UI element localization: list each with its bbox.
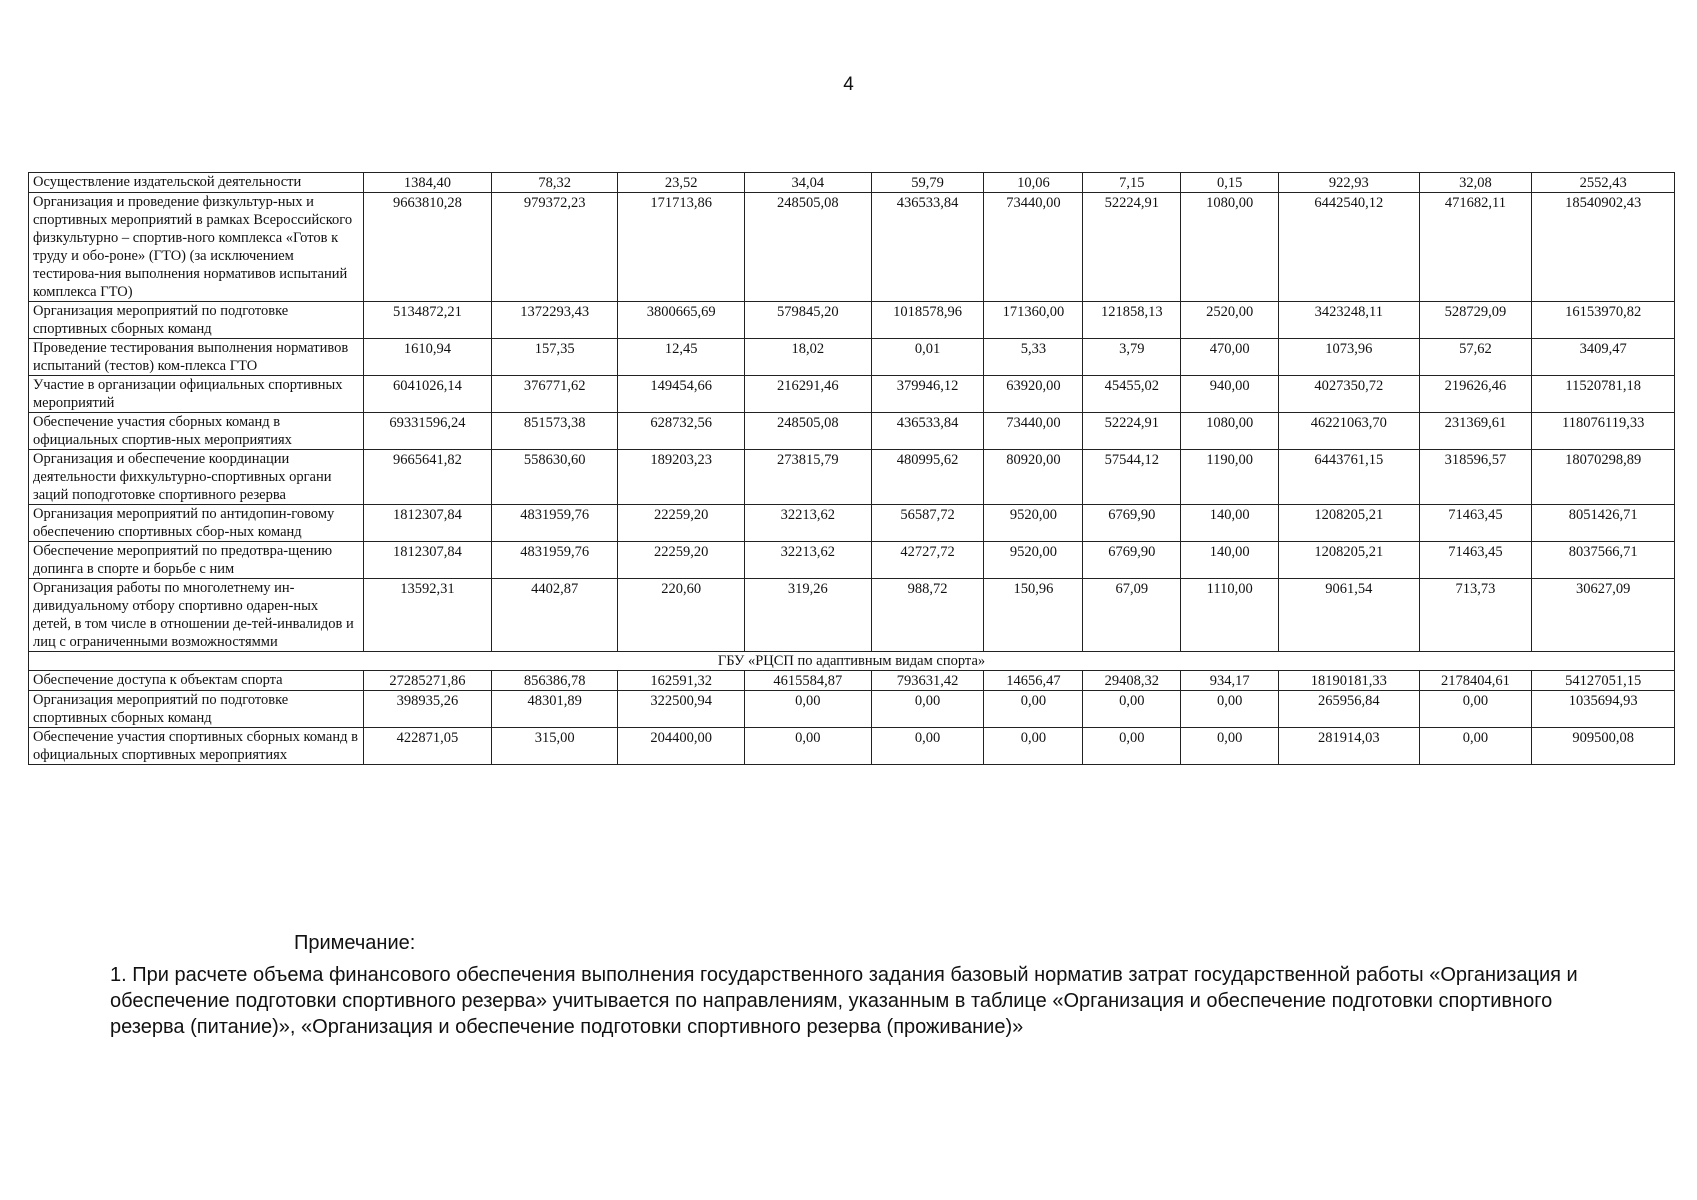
- table-cell: 1208205,21: [1279, 542, 1419, 579]
- table-cell: 9520,00: [984, 505, 1083, 542]
- table-cell: 628732,56: [618, 413, 745, 450]
- table-cell: 78,32: [491, 173, 618, 193]
- table-cell: 14656,47: [984, 671, 1083, 691]
- table-cell: 934,17: [1181, 671, 1279, 691]
- table-cell: 57,62: [1419, 339, 1532, 376]
- table-cell: 851573,38: [491, 413, 618, 450]
- table-cell: 988,72: [871, 579, 984, 652]
- table-cell: 0,00: [1181, 728, 1279, 765]
- table-cell: 436533,84: [871, 193, 984, 302]
- table-cell: 4027350,72: [1279, 376, 1419, 413]
- table-cell: 1080,00: [1181, 413, 1279, 450]
- table-cell: 2178404,61: [1419, 671, 1532, 691]
- table-cell: 27285271,86: [364, 671, 492, 691]
- table-cell: 0,01: [871, 339, 984, 376]
- table-cell: 10,06: [984, 173, 1083, 193]
- table-cell: 1110,00: [1181, 579, 1279, 652]
- table-cell: 4615584,87: [745, 671, 872, 691]
- table-cell: 73440,00: [984, 413, 1083, 450]
- table-cell: 140,00: [1181, 542, 1279, 579]
- note-title: Примечание:: [294, 932, 416, 954]
- table-cell: 1080,00: [1181, 193, 1279, 302]
- table-cell: 1384,40: [364, 173, 492, 193]
- table-cell: 2552,43: [1532, 173, 1675, 193]
- row-label: Организация мероприятий по антидопин-говому обеспечению спортивных сбор-ных команд: [29, 505, 364, 542]
- table-cell: 67,09: [1083, 579, 1181, 652]
- table-cell: 216291,46: [745, 376, 872, 413]
- note-text: 1. При расчете объема финансового обеспечения выполнения государственного задания базовый норматив затрат государственной работы «Организация и обеспечение подготовки спортивного резерва» учитывается по направлениям, указанным в таблице «Организация и обеспечение подготовки спортивного резерва (питание)», «Организация и обеспечение подготовки спортивного резерва (проживание)»: [110, 964, 1578, 1038]
- table-row: [29, 413, 1675, 450]
- table-cell: 42727,72: [871, 542, 984, 579]
- table-cell: 9520,00: [984, 542, 1083, 579]
- table-row: [29, 505, 1675, 542]
- row-label: Организация мероприятий по подготовке спортивных сборных команд: [29, 302, 364, 339]
- financing-table: [28, 172, 1675, 765]
- row-label: Осуществление издательской деятельности: [29, 173, 364, 193]
- table-cell: 71463,45: [1419, 505, 1532, 542]
- table-cell: 265956,84: [1279, 691, 1419, 728]
- table-row: [29, 193, 1675, 302]
- table-cell: 0,00: [1419, 728, 1532, 765]
- table-cell: 12,45: [618, 339, 745, 376]
- table-cell: 4402,87: [491, 579, 618, 652]
- table-cell: 922,93: [1279, 173, 1419, 193]
- table-cell: 3,79: [1083, 339, 1181, 376]
- table-cell: 436533,84: [871, 413, 984, 450]
- table-cell: 32213,62: [745, 542, 872, 579]
- table-cell: 3409,47: [1532, 339, 1675, 376]
- table-cell: 5134872,21: [364, 302, 492, 339]
- section-header-row: [29, 652, 1675, 671]
- table-cell: 793631,42: [871, 671, 984, 691]
- table-cell: 140,00: [1181, 505, 1279, 542]
- table-cell: 2520,00: [1181, 302, 1279, 339]
- table-row: [29, 302, 1675, 339]
- table-cell: 6041026,14: [364, 376, 492, 413]
- table-cell: 162591,32: [618, 671, 745, 691]
- table-cell: 71463,45: [1419, 542, 1532, 579]
- table-cell: 0,15: [1181, 173, 1279, 193]
- table-cell: 45455,02: [1083, 376, 1181, 413]
- table-cell: 73440,00: [984, 193, 1083, 302]
- table-cell: 0,00: [984, 691, 1083, 728]
- table-cell: 6442540,12: [1279, 193, 1419, 302]
- table-cell: 22259,20: [618, 542, 745, 579]
- table-cell: 480995,62: [871, 450, 984, 505]
- table-cell: 1610,94: [364, 339, 492, 376]
- table-cell: 48301,89: [491, 691, 618, 728]
- table-cell: 273815,79: [745, 450, 872, 505]
- row-label: Организация и обеспечение координации деятельности фихкультурно-спортивных органи заций поподготовке спортивного резерва: [29, 450, 364, 505]
- row-label: Обеспечение доступа к объектам спорта: [29, 671, 364, 691]
- table-cell: 1812307,84: [364, 542, 492, 579]
- table-row: [29, 691, 1675, 728]
- table-cell: 1035694,93: [1532, 691, 1675, 728]
- row-label: Обеспечение мероприятий по предотвра-щению допинга в спорте и борьбе с ним: [29, 542, 364, 579]
- table-cell: 979372,23: [491, 193, 618, 302]
- table-cell: 322500,94: [618, 691, 745, 728]
- table-cell: 80920,00: [984, 450, 1083, 505]
- table-cell: 46221063,70: [1279, 413, 1419, 450]
- table-cell: 379946,12: [871, 376, 984, 413]
- table-cell: 219626,46: [1419, 376, 1532, 413]
- table-cell: 52224,91: [1083, 193, 1181, 302]
- table-cell: 121858,13: [1083, 302, 1181, 339]
- table-cell: 0,00: [871, 728, 984, 765]
- table-cell: 398935,26: [364, 691, 492, 728]
- table-cell: 171360,00: [984, 302, 1083, 339]
- table-cell: 34,04: [745, 173, 872, 193]
- table-cell: 6443761,15: [1279, 450, 1419, 505]
- table-cell: 1190,00: [1181, 450, 1279, 505]
- row-label: Обеспечение участия спортивных сборных команд в официальных спортивных мероприятиях: [29, 728, 364, 765]
- table-cell: 220,60: [618, 579, 745, 652]
- table-cell: 0,00: [1083, 691, 1181, 728]
- table-cell: 422871,05: [364, 728, 492, 765]
- table-cell: 18540902,43: [1532, 193, 1675, 302]
- table-cell: 9061,54: [1279, 579, 1419, 652]
- table-cell: 713,73: [1419, 579, 1532, 652]
- table-cell: 3423248,11: [1279, 302, 1419, 339]
- table-cell: 23,52: [618, 173, 745, 193]
- table-cell: 8037566,71: [1532, 542, 1675, 579]
- table-cell: 157,35: [491, 339, 618, 376]
- table-cell: 0,00: [745, 728, 872, 765]
- note-block: [110, 930, 1610, 1040]
- table-cell: 11520781,18: [1532, 376, 1675, 413]
- table-cell: 319,26: [745, 579, 872, 652]
- table-cell: 32213,62: [745, 505, 872, 542]
- table-cell: 281914,03: [1279, 728, 1419, 765]
- table-cell: 528729,09: [1419, 302, 1532, 339]
- table-cell: 0,00: [1419, 691, 1532, 728]
- table-cell: 579845,20: [745, 302, 872, 339]
- table-row: [29, 376, 1675, 413]
- table-cell: 940,00: [1181, 376, 1279, 413]
- table-cell: 59,79: [871, 173, 984, 193]
- table-cell: 52224,91: [1083, 413, 1181, 450]
- table-cell: 16153970,82: [1532, 302, 1675, 339]
- table-cell: 3800665,69: [618, 302, 745, 339]
- table-cell: 1208205,21: [1279, 505, 1419, 542]
- table-cell: 6769,90: [1083, 542, 1181, 579]
- table-row: [29, 173, 1675, 193]
- table-cell: 29408,32: [1083, 671, 1181, 691]
- page-number: 4: [843, 74, 854, 95]
- table-body: [29, 173, 1675, 765]
- table-cell: 248505,08: [745, 193, 872, 302]
- table-cell: 0,00: [871, 691, 984, 728]
- table-cell: 63920,00: [984, 376, 1083, 413]
- table-cell: 856386,78: [491, 671, 618, 691]
- table-cell: 54127051,15: [1532, 671, 1675, 691]
- table-cell: 57544,12: [1083, 450, 1181, 505]
- table-cell: 18,02: [745, 339, 872, 376]
- table-cell: 1812307,84: [364, 505, 492, 542]
- table-cell: 909500,08: [1532, 728, 1675, 765]
- table-cell: 69331596,24: [364, 413, 492, 450]
- table-cell: 9663810,28: [364, 193, 492, 302]
- row-label: Проведение тестирования выполнения нормативов испытаний (тестов) ком-плекса ГТО: [29, 339, 364, 376]
- table-cell: 204400,00: [618, 728, 745, 765]
- row-label: Обеспечение участия сборных команд в официальных спортив-ных мероприятиях: [29, 413, 364, 450]
- table-cell: 1372293,43: [491, 302, 618, 339]
- table-cell: 30627,09: [1532, 579, 1675, 652]
- table-cell: 56587,72: [871, 505, 984, 542]
- row-label: Участие в организации официальных спортивных мероприятий: [29, 376, 364, 413]
- table-cell: 471682,11: [1419, 193, 1532, 302]
- table-cell: 376771,62: [491, 376, 618, 413]
- table-cell: 315,00: [491, 728, 618, 765]
- table-row: [29, 579, 1675, 652]
- row-label: Организация и проведение физкультур-ных и спортивных мероприятий в рамках Всероссийского физкультурно – спортив-ного комплекса «Готов к труду и обо-роне» (ГТО) (за исключением тестирова-ния выполнения нормативов испытаний комплекса ГТО): [29, 193, 364, 302]
- table-cell: 9665641,82: [364, 450, 492, 505]
- table-cell: 150,96: [984, 579, 1083, 652]
- table-cell: 0,00: [1181, 691, 1279, 728]
- table-cell: 18070298,89: [1532, 450, 1675, 505]
- table-cell: 7,15: [1083, 173, 1181, 193]
- table-cell: 118076119,33: [1532, 413, 1675, 450]
- table-cell: 18190181,33: [1279, 671, 1419, 691]
- table-cell: 171713,86: [618, 193, 745, 302]
- section-header: ГБУ «РЦСП по адаптивным видам спорта»: [29, 652, 1675, 671]
- table-row: [29, 671, 1675, 691]
- table-cell: 22259,20: [618, 505, 745, 542]
- table-row: [29, 450, 1675, 505]
- table-cell: 0,00: [745, 691, 872, 728]
- table-cell: 4831959,76: [491, 505, 618, 542]
- row-label: Организация работы по многолетнему ин-дивидуальному отбору спортивно одарен-ных детей, в том числе в отношении де-тей-инвалидов и лиц с ограниченными возможностямми: [29, 579, 364, 652]
- table-cell: 32,08: [1419, 173, 1532, 193]
- table-cell: 13592,31: [364, 579, 492, 652]
- table-cell: 0,00: [984, 728, 1083, 765]
- row-label: Организация мероприятий по подготовке спортивных сборных команд: [29, 691, 364, 728]
- table-row: [29, 728, 1675, 765]
- table-cell: 248505,08: [745, 413, 872, 450]
- table-row: [29, 542, 1675, 579]
- table-cell: 8051426,71: [1532, 505, 1675, 542]
- table-cell: 1018578,96: [871, 302, 984, 339]
- table-cell: 189203,23: [618, 450, 745, 505]
- table-cell: 0,00: [1083, 728, 1181, 765]
- table-cell: 558630,60: [491, 450, 618, 505]
- table-cell: 6769,90: [1083, 505, 1181, 542]
- table-cell: 5,33: [984, 339, 1083, 376]
- table-cell: 470,00: [1181, 339, 1279, 376]
- table-cell: 4831959,76: [491, 542, 618, 579]
- table-cell: 1073,96: [1279, 339, 1419, 376]
- table-cell: 149454,66: [618, 376, 745, 413]
- table-row: [29, 339, 1675, 376]
- table-cell: 318596,57: [1419, 450, 1532, 505]
- table-cell: 231369,61: [1419, 413, 1532, 450]
